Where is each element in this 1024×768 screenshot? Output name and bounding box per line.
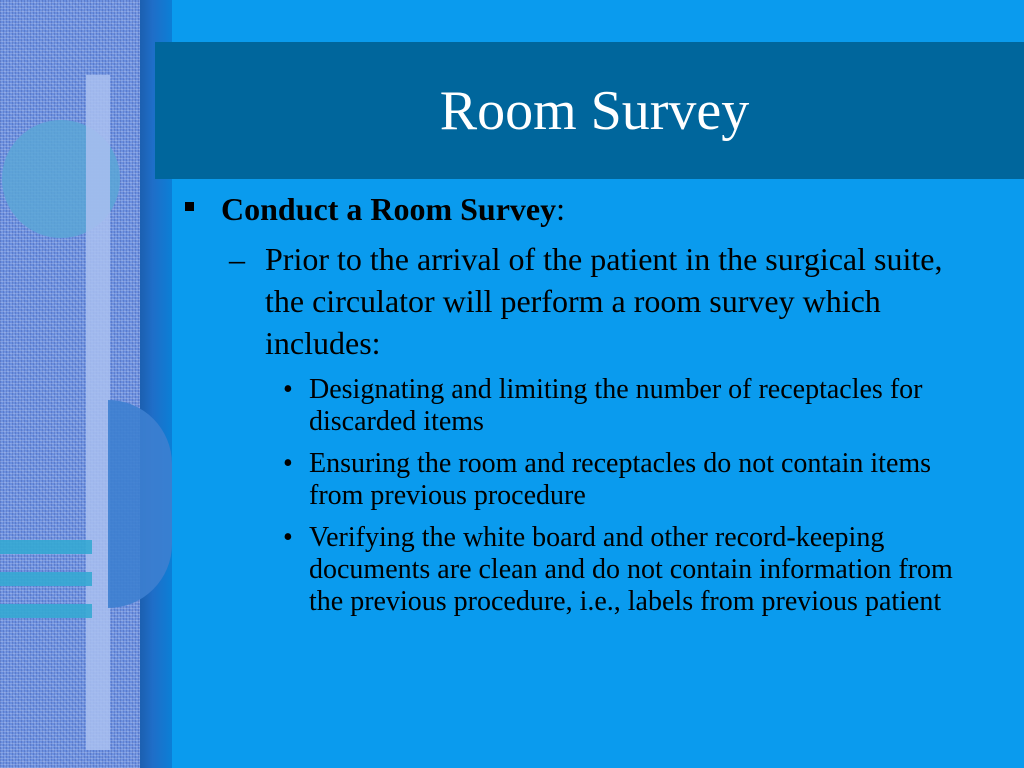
sub-point [185,238,985,364]
square-bullet-icon [185,202,194,211]
list-item [185,522,985,618]
slide-body [185,190,985,618]
decorative-line [0,604,92,618]
decorative-half-circle [108,400,172,608]
sub-point-text: Prior to the arrival of the patient in the surgical suite, the circulator will perform a room survey which includes: [265,241,943,361]
slide-title: Room Survey [439,79,750,142]
decorative-vertical-bar [86,75,110,750]
heading-suffix: : [556,191,566,227]
decorative-line [0,540,92,554]
dot-bullet-icon: • [283,522,293,553]
heading-bold-text: Conduct a Room Survey [221,191,557,227]
list-item-text: Verifying the white board and other record-keeping documents are clean and do not contain information from the previous procedure, i.e., labels from previous patient [309,522,953,617]
dot-bullet-icon: • [283,448,293,479]
decorative-line [0,572,92,586]
decorative-texture-strip [0,0,140,768]
list-item-text: Designating and limiting the number of receptacles for discarded items [309,374,923,437]
title-bar [155,42,1024,179]
list-item [185,448,985,512]
dot-bullet-icon: • [283,374,293,405]
dash-bullet-icon: – [229,241,245,277]
list-item-text: Ensuring the room and receptacles do not contain items from previous procedure [309,448,932,511]
list-item [185,374,985,438]
bullet-heading [185,190,985,228]
